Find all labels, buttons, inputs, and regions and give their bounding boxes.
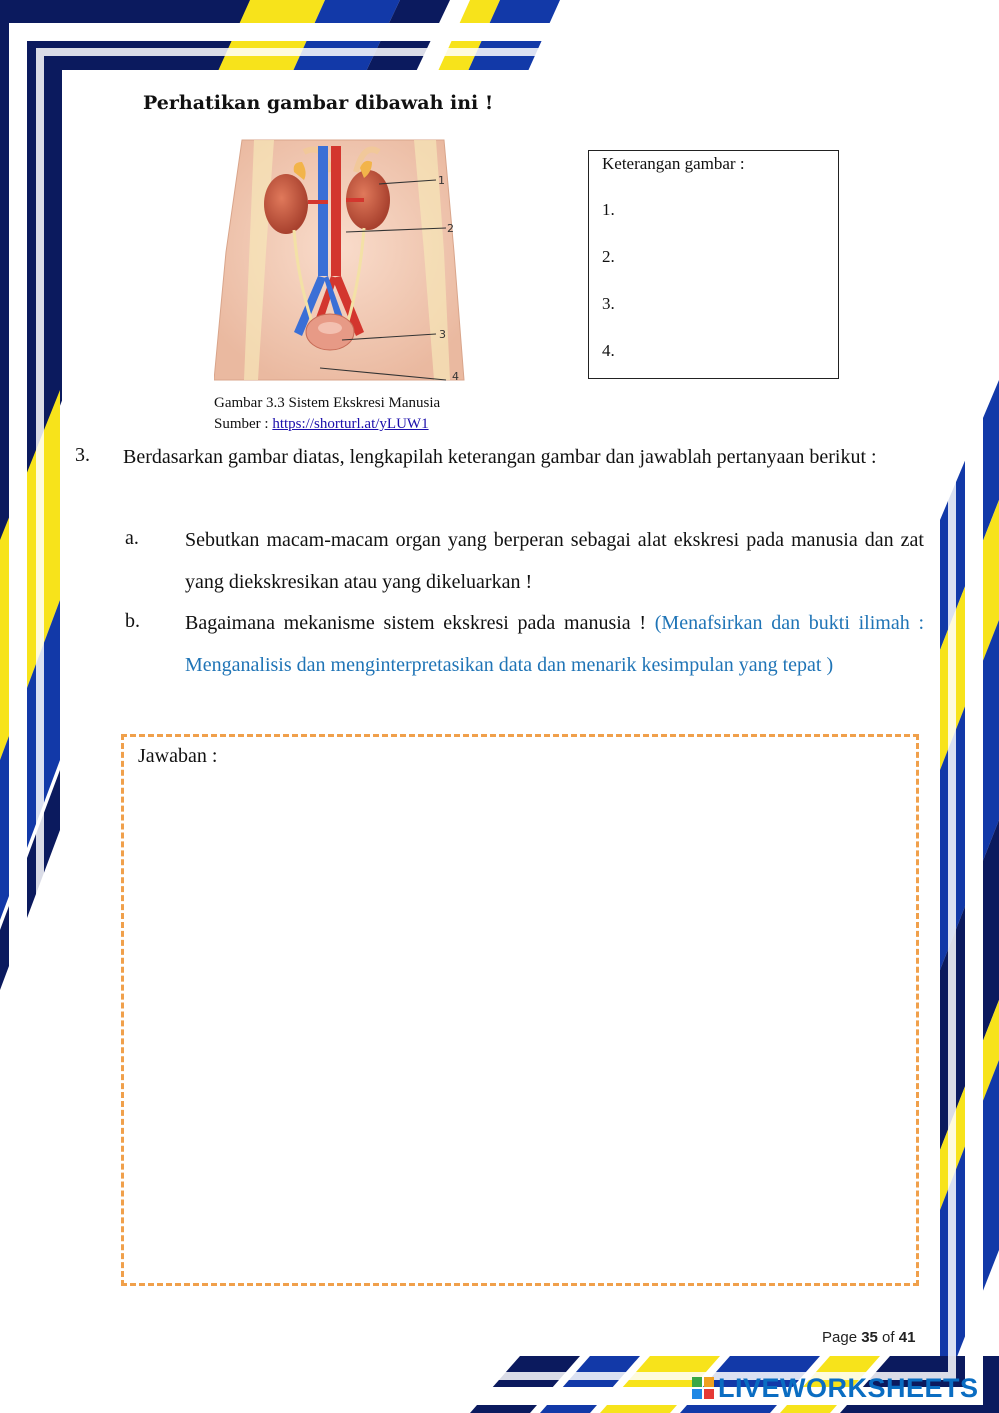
caption-title: Gambar 3.3 Sistem Ekskresi Manusia bbox=[214, 395, 441, 411]
liveworksheets-logo-icon bbox=[692, 1377, 714, 1399]
legend-box bbox=[588, 150, 839, 379]
page-current: 35 bbox=[861, 1329, 878, 1346]
legend-item-3: 3. bbox=[602, 294, 615, 313]
instruction-heading: Perhatikan gambar dibawah ini ! bbox=[143, 92, 494, 114]
callout-1: 1 bbox=[438, 174, 445, 187]
legend-title: Keterangan gambar : bbox=[602, 154, 745, 173]
callout-4: 4 bbox=[452, 370, 459, 383]
callout-2: 2 bbox=[447, 222, 454, 235]
answer-box[interactable] bbox=[121, 734, 919, 1286]
liveworksheets-brand[interactable] bbox=[692, 1373, 979, 1403]
answer-label: Jawaban : bbox=[138, 745, 218, 767]
sub-question-a-text: Sebutkan macam-macam organ yang berperan sebagai alat ekskresi pada manusia dan zat yang diekskresikan atau yang dikeluarkan ! bbox=[185, 529, 924, 593]
page-total: 41 bbox=[898, 1329, 916, 1346]
page-separator: of bbox=[877, 1329, 899, 1346]
legend-item-2: 2. bbox=[602, 247, 615, 266]
question-text: Berdasarkan gambar diatas, lengkapilah keterangan gambar dan jawablah pertanyaan berikut : bbox=[123, 446, 877, 468]
callout-3: 3 bbox=[439, 328, 446, 341]
page-prefix: Page bbox=[822, 1329, 862, 1346]
page-number bbox=[822, 1329, 915, 1346]
caption-source bbox=[214, 414, 440, 435]
source-prefix: Sumber : bbox=[214, 416, 273, 432]
excretory-system-illustration bbox=[214, 132, 480, 384]
legend-item-1: 1. bbox=[602, 200, 615, 219]
sub-question-b-note: (Menafsirkan dan bukti ilimah : Menganalisis dan menginterpretasikan data dan menarik kesimpulan yang tepat ) bbox=[185, 612, 925, 676]
figure-caption bbox=[214, 393, 440, 435]
brand-text: LIVEWORKSHEETS bbox=[718, 1372, 979, 1403]
legend-item-4: 4. bbox=[602, 341, 615, 360]
source-link[interactable]: https://shorturl.at/yLUW1 bbox=[272, 416, 429, 432]
sub-question-b-text: Bagaimana mekanisme sistem ekskresi pada manusia ! bbox=[185, 612, 655, 634]
question-number: 3. bbox=[75, 444, 90, 466]
sub-question-b bbox=[185, 603, 924, 686]
sub-question-b-letter: b. bbox=[125, 610, 140, 632]
sub-question-a-letter: a. bbox=[125, 527, 139, 549]
